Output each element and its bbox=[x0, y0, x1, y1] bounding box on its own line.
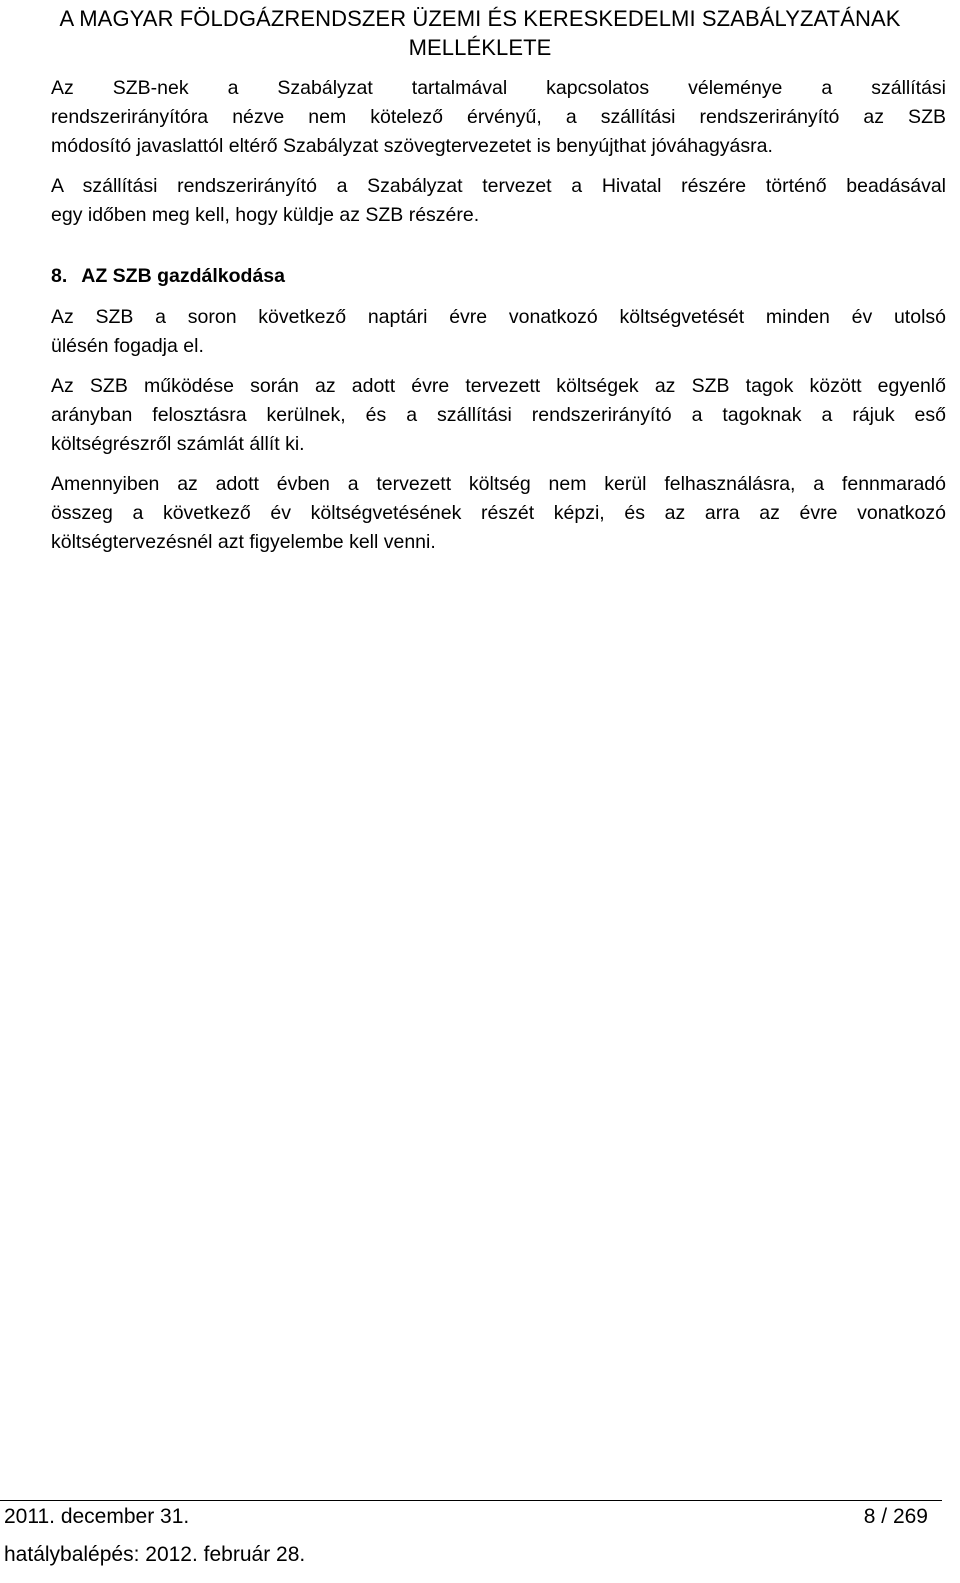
text-line: költségtervezésnél azt figyelembe kell venni. bbox=[51, 531, 436, 553]
text-line: módosító javaslattól eltérő Szabályzat szövegtervezetet is benyújthat jóváhagyásra. bbox=[51, 135, 773, 157]
text-line: egy időben meg kell, hogy küldje az SZB részére. bbox=[51, 204, 480, 226]
text-line: arányban felosztásra kerülnek, és a szállítási rendszerirányító a tagoknak a rájuk eső bbox=[51, 404, 946, 426]
text-line: költségrészről számlát állít ki. bbox=[51, 433, 305, 455]
text-line: Az SZB-nek a Szabályzat tartalmával kapcsolatos véleménye a szállítási bbox=[51, 77, 946, 99]
text-line: összeg a következő év költségvetésének részét képzi, és az arra az évre vonatkozó bbox=[51, 502, 946, 524]
footer-effective-date: hatálybalépés: 2012. február 28. bbox=[4, 1543, 306, 1566]
page-header bbox=[0, 4, 960, 62]
section-title: AZ SZB gazdálkodása bbox=[81, 265, 285, 287]
page-number: 8 / 269 bbox=[863, 1505, 928, 1528]
document-body bbox=[51, 74, 946, 557]
section-number: 8. bbox=[51, 265, 68, 287]
text-line: ülésén fogadja el. bbox=[51, 335, 204, 357]
paragraph-submission bbox=[51, 172, 946, 230]
text-line: Az SZB a soron következő naptári évre vonatkozó költségvetését minden év utolsó bbox=[51, 306, 946, 328]
header-title-line-1: A MAGYAR FÖLDGÁZRENDSZER ÜZEMI ÉS KERESKEDELMI SZABÁLYZATÁNAK bbox=[59, 6, 901, 31]
text-line: Az SZB működése során az adott évre tervezett költségek az SZB tagok között egyenlő bbox=[51, 375, 946, 397]
section-heading bbox=[51, 262, 946, 291]
footer-date: 2011. december 31. bbox=[4, 1505, 190, 1528]
text-line: rendszerirányítóra nézve nem kötelező érvényű, a szállítási rendszerirányító az SZB bbox=[51, 106, 946, 128]
paragraph-szb-opinion bbox=[51, 74, 946, 161]
paragraph-cost-allocation bbox=[51, 372, 946, 459]
header-title-line-2: MELLÉKLETE bbox=[408, 35, 552, 60]
footer-divider bbox=[0, 1500, 942, 1501]
text-line: A szállítási rendszerirányító a Szabályzat tervezet a Hivatal részére történő beadásával bbox=[51, 175, 946, 197]
paragraph-remaining-amount bbox=[51, 470, 946, 557]
paragraph-budget-adoption bbox=[51, 303, 946, 361]
text-line: Amennyiben az adott évben a tervezett költség nem kerül felhasználásra, a fennmaradó bbox=[51, 473, 946, 495]
